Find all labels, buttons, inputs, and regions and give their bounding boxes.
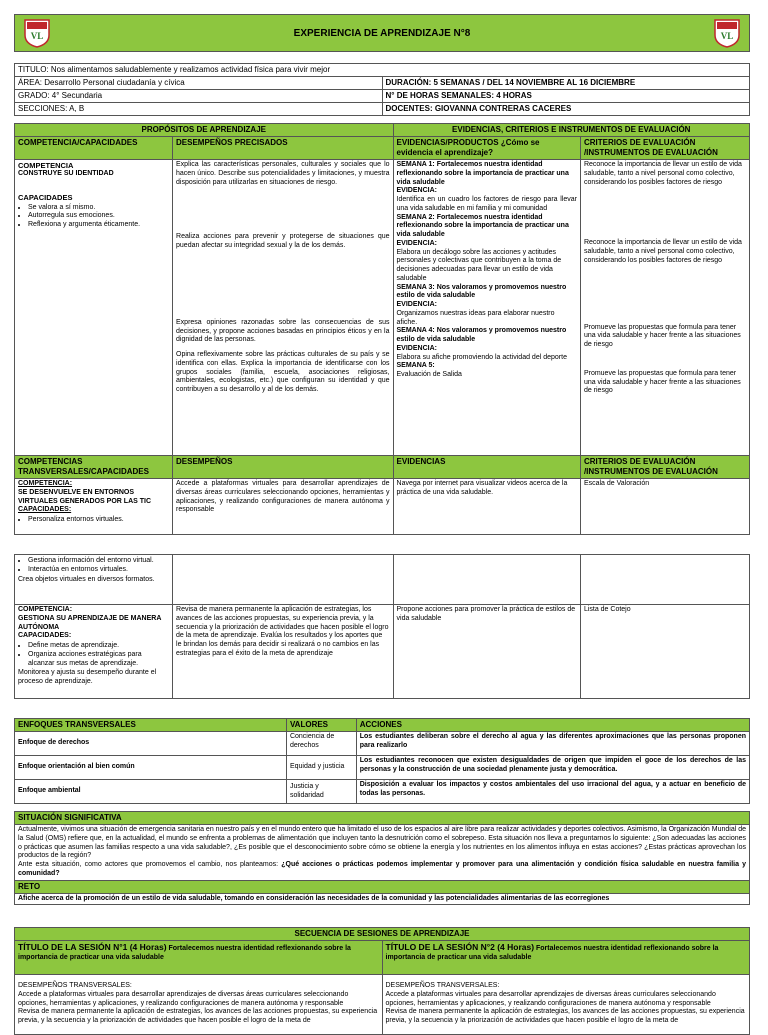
col-valores: VALORES	[286, 719, 356, 732]
capacities-label: CAPACIDADES:	[18, 632, 72, 640]
purposes-section	[14, 123, 750, 535]
transversal-performance-cell: Revisa de manera permanente la aplicación de estrategias, los avances de las acciones propuestas, su experiencia previa, y la secuencia y la priorización de actividades que hacen posible el logro de la meta de aprendizaje. Evalúa los resultados y los aportes que le brindan los demás para decidir si realizará o no cambios en las estrategias para el éxito de la meta de aprendizaje	[173, 605, 394, 699]
transversal-capacities-cell	[15, 555, 173, 605]
capacity-item: • Define metas de aprendizaje.	[28, 642, 169, 651]
capacity-item: • Organiza acciones estratégicas para alcanzar sus metas de aprendizaje.	[28, 651, 169, 669]
capacities-label: CAPACIDADES:	[18, 506, 72, 514]
logo-text: VL	[30, 31, 44, 41]
sequence-title: SECUENCIA DE SESIONES DE APRENDIZAJE	[15, 928, 750, 941]
capacity-item: • Personaliza entornos virtuales.	[28, 516, 169, 525]
transversal-continued-section	[14, 554, 750, 699]
capacity-item: • Gestiona información del entorno virtual.	[28, 557, 169, 566]
sequence-section	[14, 927, 750, 1035]
week-evidence: Organizamos nuestras ideas para elaborar nuestro afiche.	[396, 309, 555, 326]
transversal-performance-label: DESEMPEÑOS TRANSVERSALES:	[18, 982, 132, 989]
capacity-extra: Crea objetos virtuales en diversos formatos.	[18, 575, 155, 583]
hours-cell: N° DE HORAS SEMANALES: 4 HORAS	[382, 90, 750, 103]
info-section	[14, 63, 750, 116]
capacity-item: • Reflexiona y argumenta éticamente.	[28, 221, 169, 230]
approach-value: Justicia y solidaridad	[286, 780, 356, 804]
transversal-competency-cell	[15, 479, 173, 535]
col-enfoques: ENFOQUES TRANSVERSALES	[15, 719, 287, 732]
transversal-evidence-cell: Propone acciones para promover la práctica de estilos de vida saludable	[393, 605, 580, 699]
week-evidence: Elabora su afiche promoviendo la actividad del deporte	[396, 353, 567, 361]
challenge-title: RETO	[15, 880, 750, 893]
session-body-text: Revisa de manera permanente la aplicación de estrategias, los avances de las acciones propuestas, su experiencia previa, y la secuencia y la priorización de actividades que hacen posible el logro de la meta de	[385, 1008, 745, 1024]
approach-value: Equidad y justicia	[286, 756, 356, 780]
situation-title: SITUACIÓN SIGNIFICATIVA	[15, 812, 750, 825]
session-title: TÍTULO DE LA SESIÓN N°2 (4 Horas)	[385, 942, 535, 952]
criteria-item: Reconoce la importancia de llevar un estilo de vida saludable, tanto a nivel personal como colectivo, considerando los posibles factores de riesgo	[583, 161, 742, 186]
performance-item: Realiza acciones para prevenir y protegerse de situaciones que puedan afectar su integridad sexual y la de los demás.	[176, 233, 390, 249]
situation-body	[15, 825, 750, 881]
week-evidence: Elabora un decálogo sobre las acciones y actitudes personales y colectivas que contribuyen a la toma de decisiones adecuadas para llevar un estilo de vida saludable	[396, 248, 562, 282]
capacity-item: • Interactúa en entornos virtuales.	[28, 566, 169, 575]
situation-section	[14, 811, 750, 905]
evidence-label: EVIDENCIA:	[396, 187, 437, 195]
competency-label: COMPETENCIA:	[18, 480, 73, 487]
approach-name: Enfoque orientación al bien común	[15, 756, 287, 780]
competency-cell	[15, 160, 173, 456]
challenge-body: Afiche acerca de la promoción de un estilo de vida saludable, tomando en consideración las necesidades de la comunidad y las potencialidades alimentarias de las ecorregiones	[15, 893, 750, 905]
col-transversal-evidence: EVIDENCIAS	[393, 456, 580, 479]
school-logo-icon	[21, 17, 53, 49]
week-title: SEMANA 5:	[396, 362, 435, 370]
competency-name: SE DESENVUELVE EN ENTORNOS VIRTUALES GENERADOS POR LAS TIC	[18, 488, 152, 505]
duration-cell: DURACIÓN: 5 SEMANAS / DEL 14 NOVIEMBRE AL 16 DICIEMBRE	[382, 77, 750, 90]
competency-label: COMPETENCIA:	[18, 606, 73, 613]
empty-cell	[173, 555, 394, 605]
approach-name: Enfoque de derechos	[15, 732, 287, 756]
col-transversal-competencies: COMPETENCIAS TRANSVERSALES/CAPACIDADES	[15, 456, 173, 479]
transversal-evidence-cell: Navega por internet para visualizar videos acerca de la práctica de una vida saludable.	[393, 479, 580, 535]
week-title: SEMANA 2: Fortalecemos nuestra identidad reflexionando sobre la importancia de practicar una vida saludable	[396, 213, 569, 238]
col-acciones: ACCIONES	[356, 719, 749, 732]
col-transversal-performance: DESEMPEÑOS	[173, 456, 394, 479]
col-desempenos: DESEMPEÑOS PRECISADOS	[173, 137, 394, 160]
session-2-title-cell	[382, 941, 750, 975]
week-title: SEMANA 1: Fortalecemos nuestra identidad reflexionando sobre la importancia de practicar una vida saludable	[396, 161, 569, 186]
performance-item: Opina reflexivamente sobre las prácticas culturales de su país y se identifica con ellas. Explica la importancia de identificarse con los grupos sociales (familia, escuela, asociaciones religiosas, ambientales, ecologistas, etc.) que configuran su identidad y que contribuyen a su desarrollo y al de los demás.	[176, 351, 390, 393]
criteria-cell	[580, 160, 749, 456]
session-subtitle: Fortalecemos nuestra identidad reflexionando sobre la importancia de practicar una vida saludable	[385, 945, 719, 961]
transversal-performance-label: DESEMPEÑOS TRANSVERSALES:	[385, 982, 500, 989]
evidence-header: EVIDENCIAS, CRITERIOS E INSTRUMENTOS DE EVALUACIÓN	[393, 124, 749, 137]
teachers-cell: DOCENTES: GIOVANNA CONTRERAS CACERES	[382, 103, 750, 116]
col-transversal-criteria: CRITERIOS DE EVALUACIÓN /INSTRUMENTOS DE EVALUACIÓN	[580, 456, 749, 479]
empty-cell	[580, 555, 749, 605]
transversal-competency-cell	[15, 605, 173, 699]
grade-cell: GRADO: 4° Secundaria	[15, 90, 383, 103]
evidence-label: EVIDENCIA:	[396, 239, 437, 247]
capacity-item: • Autorregula sus emociones.	[28, 212, 169, 221]
session-body-text: Revisa de manera permanente la aplicación de estrategias, los avances de las acciones propuestas, su experiencia previa, y la secuencia y la priorización de actividades que hacen posible el logro de la meta de	[18, 1008, 378, 1024]
approach-action: Los estudiantes deliberan sobre el derecho al agua y las diferentes aproximaciones que las personas proponen para realizarlo	[356, 732, 749, 756]
session-body-text: Accede a plataformas virtuales para desarrollar aprendizajes de diversas áreas curriculares seleccionando opciones, herramientas y aplicaciones, y realizando configuraciones de manera autónoma y responsable	[18, 990, 349, 1007]
capacity-extra: Monitorea y ajusta su desempeño durante el proceso de aprendizaje.	[18, 669, 157, 685]
week-title: SEMANA 4: Nos valoramos y promovemos nuestro estilo de vida saludable	[396, 327, 567, 343]
title-cell: TITULO: Nos alimentamos saludablemente y realizamos actividad física para vivir mejor	[15, 64, 750, 77]
session-1-title-cell	[15, 941, 383, 975]
document-header	[14, 14, 750, 52]
approach-action: Los estudiantes reconocen que existen desigualdades de origen que impiden el goce de los derechos de las personas y la construcción de una sociedad plenamente justa y democrática.	[356, 756, 749, 780]
session-body-text: Accede a plataformas virtuales para desarrollar aprendizajes de diversas áreas curriculares seleccionando opciones, herramientas y aplicaciones, y realizando configuraciones de manera autónoma y responsable	[385, 990, 716, 1007]
purposes-header: PROPÓSITOS DE APRENDIZAJE	[15, 124, 394, 137]
approaches-section	[14, 718, 750, 804]
evidence-cell	[393, 160, 580, 456]
session-2-body	[382, 975, 750, 1035]
transversal-criteria-cell: Escala de Valoración	[580, 479, 749, 535]
session-1-body	[15, 975, 383, 1035]
approach-name: Enfoque ambiental	[15, 780, 287, 804]
capacities-label: CAPACIDADES	[18, 193, 73, 203]
approach-action: Disposición a evaluar los impactos y costos ambientales del uso irracional del agua, y a actuar en beneficio de todas las personas.	[356, 780, 749, 804]
performance-cell	[173, 160, 394, 456]
session-title: TÍTULO DE LA SESIÓN N°1 (4 Horas)	[18, 942, 167, 952]
performance-item: Expresa opiniones razonadas sobre las consecuencias de sus decisiones, y propone acciones basadas en principios éticos y en la dignidad de las personas.	[176, 318, 390, 344]
document-title: EXPERIENCIA DE APRENDIZAJE N°8	[293, 27, 471, 39]
situation-paragraph: Actualmente, vivimos una situación de emergencia sanitaria en nuestro país y en el mundo entero que ha limitado el uso de los espacios al aire libre para realizar actividades y deportes colectivos. Asimismo, la Organización Mundial de la Salud (OMS) refiere que, en la actualidad, el mundo se enfrenta a problemas de alimentación que incluyen tanto la desnutrición como el sobrepeso. Esta situación nos lleva a preguntarnos lo siguiente: ¿Son adecuadas las acciones o prácticas que asumen las familias respecto a una vida saludable?, ¿Es posible que el desconocimiento sobre cómo se obtiene la energía y los nutrientes en los alimentos influya en estas acciones? ¿Estas prácticas aprovechan los productos de la región?	[18, 826, 746, 860]
school-logo-icon	[711, 17, 743, 49]
situation-question-intro: Ante esta situación, como actores que promovemos el cambio, nos planteamos:	[18, 861, 282, 868]
performance-item: Explica las características personales, culturales y sociales que lo hacen único. Describe sus potencialidades y limitaciones, y muestra disposición para utilizarlas en situaciones de riesgo.	[176, 161, 390, 186]
transversal-performance-cell: Accede a plataformas virtuales para desarrollar aprendizajes de diversas áreas curriculares seleccionando opciones, herramientas y aplicaciones, y realizando configuraciones de manera autónoma y responsable	[173, 479, 394, 535]
sections-cell: SECCIONES: A, B	[15, 103, 383, 116]
col-criterios: CRITERIOS DE EVALUACIÓN /INSTRUMENTOS DE EVALUACIÓN	[580, 137, 749, 160]
col-evidencias: EVIDENCIAS/PRODUCTOS ¿Cómo se evidencia el aprendizaje?	[393, 137, 580, 160]
week-title: SEMANA 3: Nos valoramos y promovemos nuestro estilo de vida saludable	[396, 283, 567, 300]
area-cell: ÁREA: Desarrollo Personal ciudadanía y cívica	[15, 77, 383, 90]
criteria-item: Promueve las propuestas que formula para tener una vida saludable y hacer frente a las situaciones de riesgo	[583, 369, 741, 395]
situation-question-text: ¿Qué acciones o prácticas podemos implementar y promover para una alimentación y condición física saludable en nuestra familia y comunidad?	[18, 861, 747, 877]
situation-question	[18, 861, 746, 879]
session-subtitle: Fortalecemos nuestra identidad reflexionando sobre la importancia de practicar una vida saludable	[18, 945, 351, 961]
competency-label: COMPETENCIA	[18, 161, 74, 170]
transversal-criteria-cell: Lista de Cotejo	[580, 605, 749, 699]
week-evidence: Evaluación de Salida	[396, 371, 462, 378]
logo-text: VL	[720, 31, 734, 41]
empty-cell	[393, 555, 580, 605]
evidence-label: EVIDENCIA:	[396, 344, 437, 352]
week-evidence: Identifica en un cuadro los factores de riesgo para llevar una vida saludable en mi familia y mi comunidad	[396, 196, 577, 212]
competency-name: CONSTRUYE SU IDENTIDAD	[18, 170, 114, 178]
criteria-item: Promueve las propuestas que formula para tener una vida saludable y hacer frente a las situaciones de riesgo	[583, 323, 741, 348]
approach-value: Conciencia de derechos	[286, 732, 356, 756]
competency-name: GESTIONA SU APRENDIZAJE DE MANERA AUTÓNOMA	[18, 614, 162, 631]
capacity-item: • Se valora a sí mismo.	[28, 204, 169, 213]
col-competencia: COMPETENCIA/CAPACIDADES	[15, 137, 173, 160]
evidence-label: EVIDENCIA:	[396, 301, 437, 308]
criteria-item: Reconoce la importancia de llevar un estilo de vida saludable, tanto a nivel personal como colectivo, considerando los posibles factores de riesgo	[583, 239, 742, 264]
